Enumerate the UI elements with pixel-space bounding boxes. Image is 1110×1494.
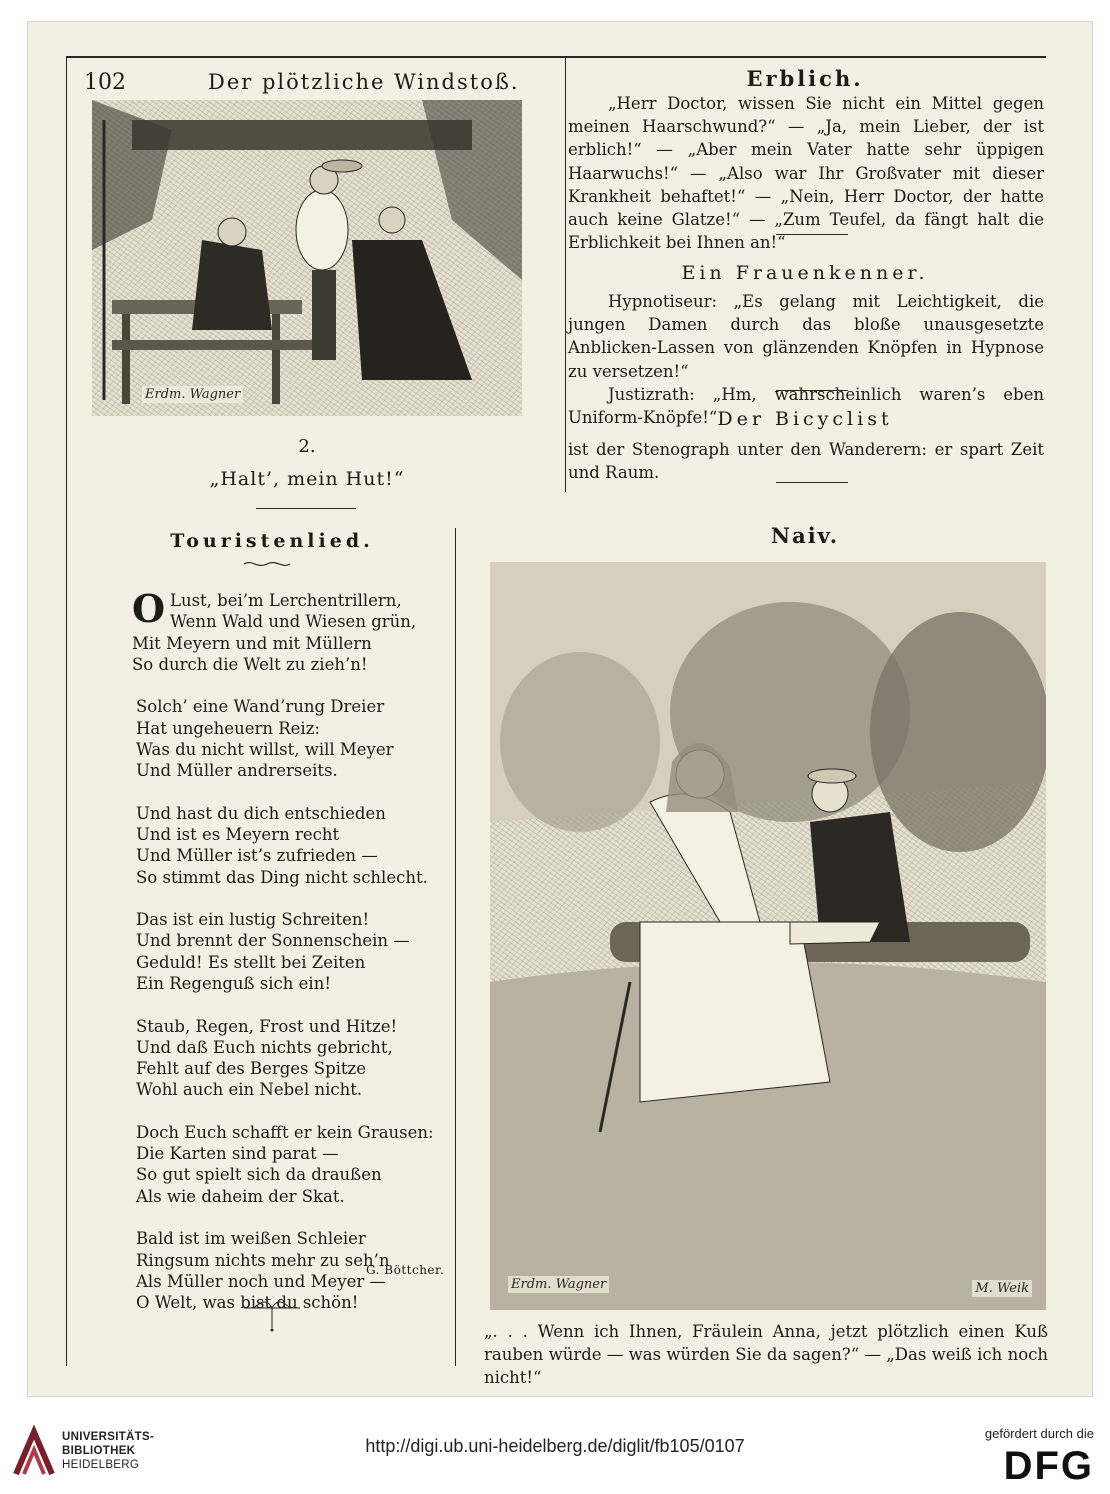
frauenkenner-paragraph-1: Hypnotiseur: „Es gelang mit Leichtigkeit, die jungen Damen durch das bloße unausgesetzte Anblicken-Lassen von glänzenden Knöpfen in Hypnose zu versetzen!“: [568, 292, 1044, 381]
section-rule-2: [776, 390, 848, 391]
bicyclist-text: [568, 438, 1044, 484]
frame-top-rule: [66, 56, 1046, 58]
frauenkenner-paragraph-2: Justizrath: „Hm, wahrscheinlich waren’s eben Uniform-Knöpfe!“: [568, 384, 1044, 428]
poem-line: Ringsum nichts mehr zu seh’n: [136, 1250, 390, 1270]
poem-line: So gut spielt sich da draußen: [136, 1165, 382, 1185]
poem-line: Bald ist im weißen Schleier: [136, 1229, 366, 1249]
poem-line: Und ist es Meyern recht: [136, 825, 340, 845]
naiv-caption: „. . . Wenn ich Ihnen, Fräulein Anna, jetzt plötzlich einen Kuß rauben würde — was würden Sie da sagen?“ — „Das weiß ich noch nicht!“: [484, 1322, 1048, 1387]
section-title-erblich: Erblich.: [746, 66, 864, 91]
poem-title: Touristenlied.: [170, 530, 374, 552]
erblich-paragraph: „Herr Doctor, wissen Sie nicht ein Mittel gegen meinen Haarschwund?“ — „Ja, mein Lieber, der ist erblich!“ — „Aber mein Vater hatte sehr üppigen Haarwuchs!“ — „Also war Ihr Großvater mit dieser Krankheit behaftet!“ — „Nein, Herr Doctor, der hatte auch keine Glatze!“ — „Zum Teufel, da fängt halt die Erblichkeit bei Ihnen an!“: [568, 94, 1044, 253]
running-header-left: Der plötzliche Windstoß.: [208, 70, 520, 94]
poem-line: Als Müller noch und Meyer —: [136, 1271, 386, 1291]
poem-line: Und Müller andrerseits.: [136, 761, 338, 781]
poem-line: Ein Regenguß sich ein!: [136, 974, 331, 994]
section-rule-1: [776, 234, 848, 235]
poem-stanza: [136, 803, 436, 888]
poem-stanza: [136, 909, 436, 994]
page-number: 102: [84, 70, 126, 95]
poem-line: O Welt, was bist du schön!: [136, 1293, 359, 1313]
poem-stanza: [136, 1122, 436, 1207]
poem-title-flourish: [242, 559, 292, 569]
bicyclist-paragraph: ist der Stenograph unter den Wanderern: er spart Zeit und Raum.: [568, 440, 1044, 483]
caption-rule: [256, 508, 356, 509]
poem-line: Und Müller ist’s zufrieden —: [136, 846, 378, 866]
naiv-signature-right: M. Weik: [972, 1280, 1032, 1297]
section-rule-3: [776, 482, 848, 483]
illustration-naiv: [490, 562, 1046, 1310]
poem-line: Staub, Regen, Frost und Hitze!: [136, 1016, 398, 1036]
poem-author: G. Böttcher.: [366, 1263, 445, 1277]
illustration-naiv-drawing: [490, 562, 1046, 1310]
column-divider-bottom: [455, 528, 456, 1366]
poem-line: Und daß Euch nichts gebricht,: [136, 1037, 393, 1057]
illustration-number: 2.: [298, 436, 316, 457]
illustration-windstoss: [92, 100, 522, 416]
poem-line: Und hast du dich entschieden: [136, 803, 386, 823]
illustration-caption: „Halt’, mein Hut!“: [209, 468, 405, 490]
poem-line: Hat ungeheuern Reiz:: [136, 718, 320, 738]
poem-line: Solch’ eine Wand’rung Dreier: [136, 697, 385, 717]
poem-line: Als wie daheim der Skat.: [136, 1186, 345, 1206]
library-name-line: UNIVERSITÄTS-: [62, 1431, 155, 1443]
dfg-logo: DFG: [1003, 1444, 1094, 1488]
poem-stanza: [136, 1016, 436, 1101]
section-title-naiv: Naiv.: [770, 523, 840, 548]
poem-stanza: [132, 586, 436, 675]
poem-line: Was du nicht willst, will Meyer: [136, 739, 394, 759]
poem-line: Das ist ein lustig Schreiten!: [136, 910, 370, 930]
tail-ornament-icon: [242, 1298, 302, 1337]
source-url-link[interactable]: http://digi.ub.uni-heidelberg.de/diglit/fb105/0107: [365, 1436, 745, 1456]
erblich-text: [568, 92, 1044, 254]
poem-line: Doch Euch schafft er kein Grausen:: [136, 1122, 434, 1142]
library-name-line: HEIDELBERG: [62, 1459, 140, 1471]
frame-left-rule: [66, 56, 67, 1366]
poem-body: [132, 586, 436, 1335]
poem-dropcap: O: [132, 586, 166, 631]
illustration-windstoss-drawing: [92, 100, 522, 416]
naiv-signature-left: Erdm. Wagner: [508, 1276, 609, 1293]
poem-line: Geduld! Es stellt bei Zeiten: [136, 952, 366, 972]
section-title-frauenkenner: Ein Frauenkenner.: [681, 262, 929, 284]
poem-line: So stimmt das Ding nicht schlecht.: [136, 867, 428, 887]
poem-line: So durch die Welt zu zieh’n!: [132, 654, 368, 674]
funding-note: gefördert durch die: [984, 1426, 1094, 1441]
section-title-bicyclist: Der Bicyclist: [717, 408, 893, 430]
poem-line: Wenn Wald und Wiesen grün,: [170, 612, 417, 632]
poem-line: Mit Meyern und mit Müllern: [132, 633, 372, 653]
poem-stanza: [136, 696, 436, 781]
poem-line: Die Karten sind parat —: [136, 1144, 339, 1164]
poem-line: Fehlt auf des Berges Spitze: [136, 1059, 366, 1079]
illustration-signature: Erdm. Wagner: [142, 386, 243, 403]
poem-line: Wohl auch ein Nebel nicht.: [136, 1080, 363, 1100]
library-name-line: BIBLIOTHEK: [62, 1445, 136, 1457]
poem-line: Lust, bei’m Lerchentrillern,: [170, 591, 402, 610]
poem-line: Und brennt der Sonnenschein —: [136, 931, 410, 951]
